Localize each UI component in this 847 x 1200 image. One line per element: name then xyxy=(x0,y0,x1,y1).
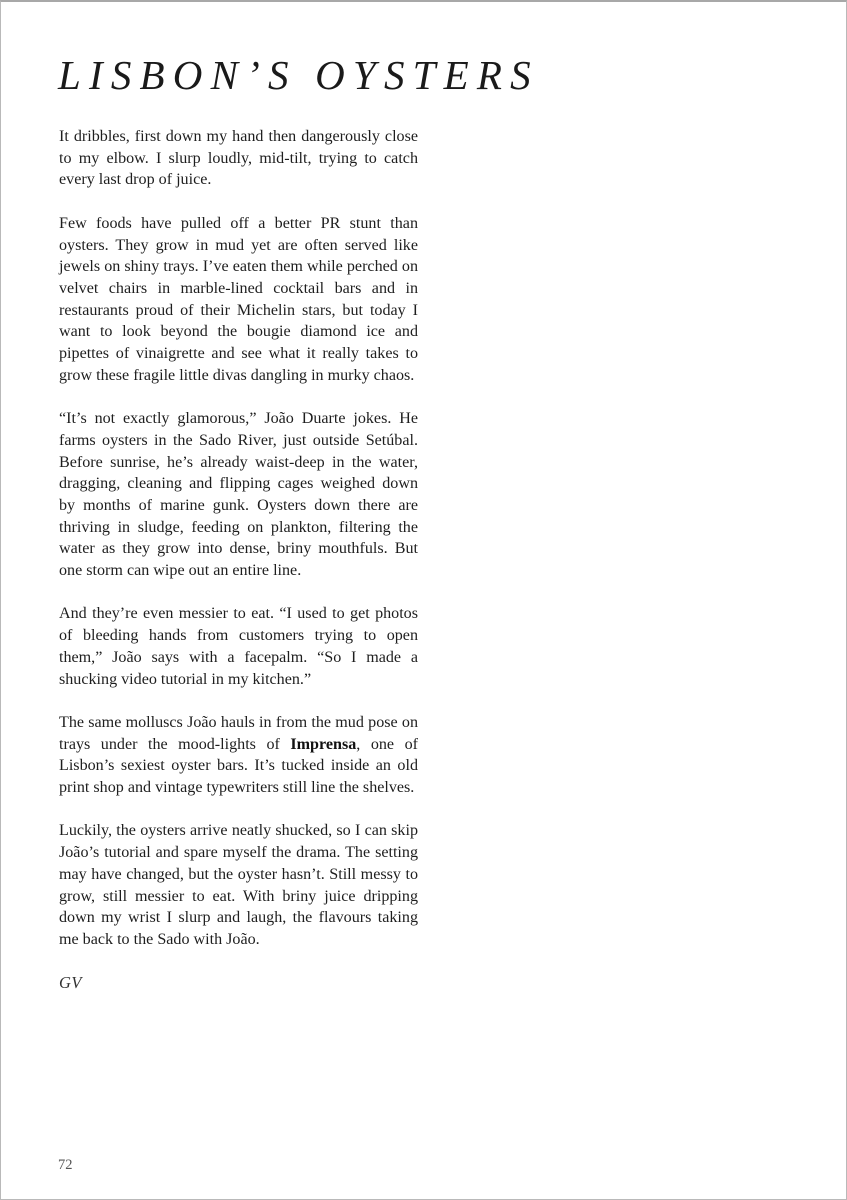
paragraph-4: And they’re even messier to eat. “I used to get photos of bleeding hands from customers trying to open them,” João says with a facepalm. “So I made a shucking video tutorial in my kitchen.” xyxy=(59,605,418,688)
paragraph-3: “It’s not exactly glamorous,” João Duarte jokes. He farms oysters in the Sado River, just outside Setúbal. Before sunrise, he’s already waist-deep in the water, dragging, cleaning and flipping cages weighed down by months of marine gunk. Oysters down there are thriving in sludge, feeding on plankton, filtering the water as they grow into dense, briny mouthfuls. But one storm can wipe out an entire line. xyxy=(59,410,418,580)
paragraph-2: Few foods have pulled off a better PR stunt than oysters. They grow in mud yet are often served like jewels on shiny trays. I’ve eaten them while perched on velvet chairs in marble-lined cocktail bars and in restaurants proud of their Michelin stars, but today I want to look beyond the bougie diamond ice and pipettes of vinaigrette and see what it really takes to grow these fragile little divas dangling in murky chaos. xyxy=(59,214,418,384)
page-number: 72 xyxy=(58,1157,73,1173)
venue-name-imprensa: Imprensa xyxy=(290,735,357,753)
paragraph-5-text-after: , one of Lisbon’s sexiest oyster bars. It’s tucked inside an old print shop and vintage typewriters still line the shelves. xyxy=(59,735,418,797)
paragraph-1: It dribbles, first down my hand then dangerously close to my elbow. I slurp loudly, mid-tilt, trying to catch every last drop of juice. xyxy=(59,128,418,189)
paragraph-5 xyxy=(59,712,418,799)
author-signature: GV xyxy=(59,973,82,993)
article-title: LISBON’S OYSTERS xyxy=(58,52,539,98)
article-body xyxy=(59,126,418,994)
paragraph-5-text-before: The same molluscs João hauls in from the mud pose on trays under the mood-lights of xyxy=(59,713,418,753)
paragraph-6: Luckily, the oysters arrive neatly shucked, so I can skip João’s tutorial and spare myself the drama. The setting may have changed, but the oyster hasn’t. Still messy to grow, still messier to eat. With briny juice dripping down my wrist I slurp and laugh, the flavours taking me back to the Sado with João. xyxy=(59,822,418,948)
